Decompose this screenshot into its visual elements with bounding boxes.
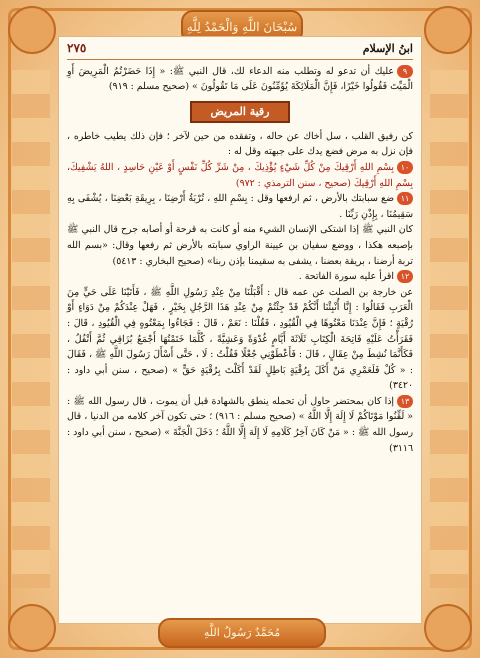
ornament-icon (424, 604, 472, 652)
top-banner-text: سُبْحَانَ اللَّهِ وَالْحَمْدُ لِلَّهِ (186, 20, 298, 34)
bottom-calligraphy-banner (158, 618, 326, 648)
paragraph (67, 222, 413, 269)
right-ornament-border (430, 70, 468, 588)
paragraph (67, 285, 413, 394)
page-number: ٢٧٥ (67, 41, 87, 55)
paragraph (67, 160, 413, 191)
item-number: ١١ (397, 192, 413, 205)
paragraph-text: كان النبي ﷺ إذا اشتكى الإنسان الشيء منه أو كانت به قرحة أو أصابه جرح قال النبي ﷺ بإصبعه هكذا ، ووضع سفيان بن عيينة الراوي سبابته بالأرض ثم رفعها وقال: «بسم الله تربة أرضنا ، بريقة بعضنا ، يشفى به سقيمنا بإذن ربنا» (صحيح البخاري : ٥٤١٣) (67, 224, 413, 267)
paragraph (67, 64, 413, 95)
bottom-banner-text: مُحَمَّدٌ رَسُولُ اللَّهِ (203, 626, 281, 639)
paragraph (67, 129, 413, 160)
text-panel (58, 36, 422, 624)
hadith-text: عن خارجة بن الصلت عن عمه قال : أَقْبَلْنَا مِنْ عِنْدِ رَسُولِ اللَّهِ ﷺ ، فَأَتَيْنَا عَلَى حَيٍّ مِنَ الْعَرَبِ فَقَالُوا : إِنَّا أُنْبِئْنَا أَنَّكُمْ قَدْ جِئْتُمْ مِنْ عِنْدِ هَذَا الرَّجُلِ بِخَيْرٍ ، فَهَلْ عِنْدَكُمْ مِنْ دَوَاءٍ أَوْ رُقْيَةٍ ؛ فَإِنَّ عِنْدَنَا مَعْتُوهًا فِي الْقُيُودِ ، فَقُلْنَا : نَعَمْ ، قَالَ : فَجَاءُوا بِمَعْتُوهٍ فِي الْقُيُودِ ، قَالَ : فَقَرَأْتُ عَلَيْهِ فَاتِحَةَ الْكِتَابِ ثَلَاثَةَ أَيَّامٍ غُدْوَةً وَعَشِيَّةً ، كُلَّمَا خَتَمْتُهَا أَجْمَعُ بُزَاقِي ثُمَّ أَتْفُلُ ، فَكَأَنَّمَا نُشِطَ مِنْ عِقَالٍ ، قَالَ : فَأَعْطَوْنِي جُعْلًا فَقُلْتُ : لَا ، حَتَّى أَسْأَلَ رَسُولَ اللَّهِ ﷺ ، فَقَالَ : « كُلْ فَلَعَمْرِي مَنْ أَكَلَ بِرُقْيَةٍ بَاطِلٍ لَقَدْ أَكَلْتَ بِرُقْيَةٍ حَقٍّ » (صحيح ، سنن أبي داود : ٣٤٢٠) (67, 286, 413, 392)
paragraph (67, 394, 413, 456)
section-title: رقية المريض (190, 101, 290, 123)
paragraph (67, 269, 413, 285)
ornament-icon (8, 604, 56, 652)
dua-text: بِسْمِ اللهِ أَرْقِيكَ مِنْ كُلِّ شَيْءٍ يُؤْذِيكَ ، مِنْ شَرِّ كُلِّ نَفْسٍ أَوْ عَيْنِ حَاسِدٍ ، اللهُ يَشْفِيكَ، بِسْمِ اللهِ أَرْقِيكَ (صحيح ، سنن الترمذي : ٩٧٢) (67, 161, 413, 189)
item-number: ١٢ (397, 270, 413, 283)
paragraph-text: كن رفيق القلب ، سل أخاك عن حاله ، وتفقده من حين لآخر ؛ فإن ذلك يطيب خاطره ، فإن نزل به مرض فضع يدك على جبهته وقل له : (67, 130, 413, 158)
left-ornament-border (12, 70, 50, 588)
page-header (67, 41, 413, 60)
paragraph (67, 191, 413, 222)
paragraph-text: اقرأ عليه سورة الفاتحة . (298, 271, 394, 283)
paragraph-text: عليك أن تدعو له وتطلب منه الدعاء لك، قال النبي ﷺ: « إِذَا حَضَرْتُمُ الْمَرِيضَ أَوِ الْمَيِّتَ فَقُولُوا خَيْرًا، فَإِنَّ الْمَلَائِكَةَ يُؤَمِّنُونَ عَلَى مَا تَقُولُونَ » (صحيح مسلم : ٩١٩) (67, 65, 413, 93)
item-number: ٩ (397, 65, 413, 78)
paragraph-text: ضع سبابتك بالأرض ، ثم ارفعها وقل : بِسْمِ اللهِ ، تُرْبَةُ أَرْضِنَا ، بِرِيقَةِ بَعْضِنَا ، يُشْفَى بِهِ سَقِيمُنَا ، بِإِذْنِ رَبِّنَا . (67, 193, 413, 220)
ornament-icon (424, 6, 472, 54)
ornament-icon (8, 6, 56, 54)
running-title: ابنُ الإسلام (362, 42, 413, 55)
paragraph-text: إذا كان بمحتضر حاول أن تحمله ينطق بالشهادة قبل أن يموت ، قال رسول الله ﷺ : « لَقِّنُوا مَوْتَاكُمْ لَا إِلَهَ إِلَّا اللَّهُ » (صحيح مسلم : ٩١٦) ؛ حتى تكون آخر كلامه من الدنيا ، قال رسول الله ﷺ : « مَنْ كَانَ آخِرُ كَلَامِهِ لَا إِلَهَ إِلَّا اللَّهُ ؛ دَخَلَ الْجَنَّةَ » (صحيح ، سنن أبي داود : ٣١١٦) (67, 395, 413, 454)
item-number: ١٠ (397, 161, 413, 174)
item-number: ١٣ (397, 395, 413, 408)
